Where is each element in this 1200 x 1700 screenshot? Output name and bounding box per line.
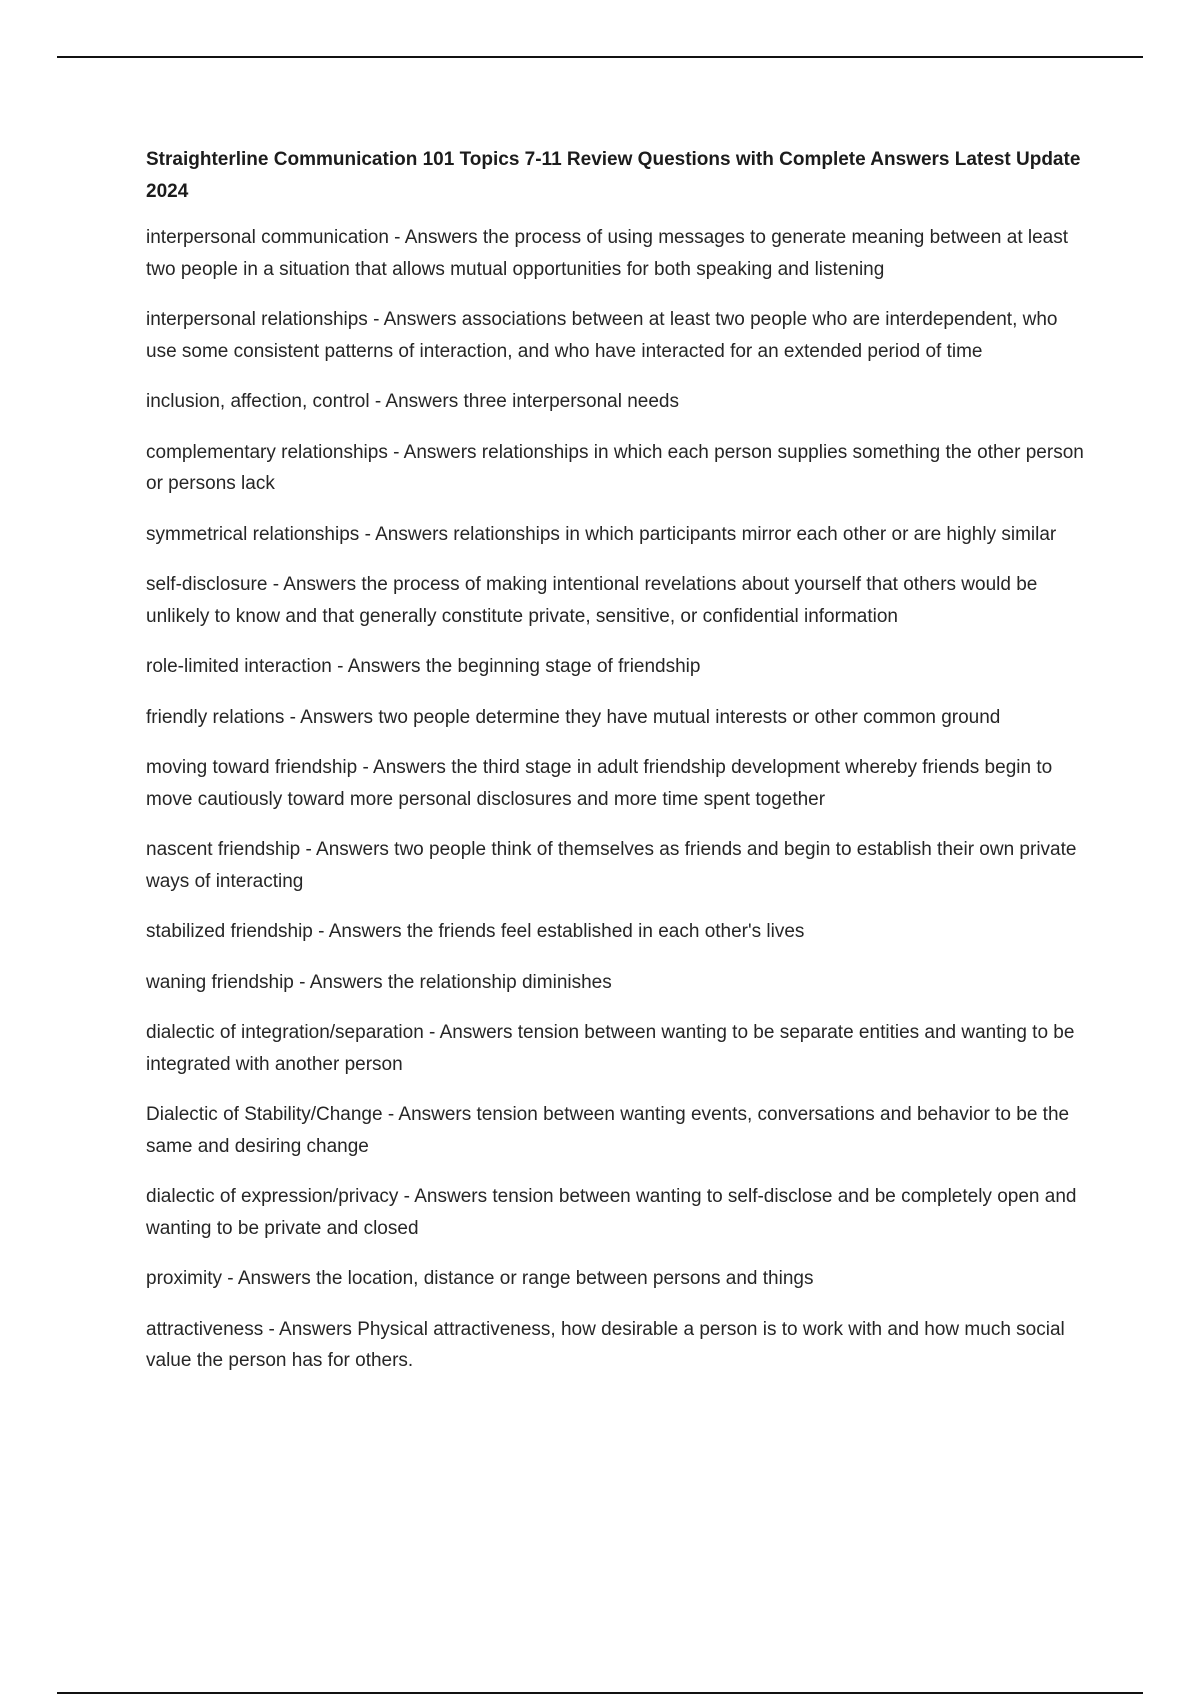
document-title: Straighterline Communication 101 Topics 7-11 Review Questions with Complete Answers Latest Update 2024 bbox=[146, 149, 1081, 202]
entry-waning-friendship: waning friendship - Answers the relationship diminishes bbox=[146, 971, 612, 993]
entry-dialectic-stability-change: Dialectic of Stability/Change - Answers tension between wanting events, conversations and behavior to be the same and desiring change bbox=[146, 1104, 1070, 1157]
top-rule bbox=[57, 56, 1143, 58]
entry-inclusion-affection-control: inclusion, affection, control - Answers three interpersonal needs bbox=[146, 391, 680, 412]
bottom-rule bbox=[57, 1692, 1143, 1694]
entry-stabilized-friendship: stabilized friendship - Answers the friends feel established in each other's lives bbox=[146, 921, 805, 942]
entry-nascent-friendship: nascent friendship - Answers two people think of themselves as friends and begin to establish their own private ways of interacting bbox=[146, 839, 1077, 892]
entry-complementary-relationships: complementary relationships - Answers relationships in which each person supplies something the other person or persons lack bbox=[146, 441, 1084, 494]
entry-dialectic-integration-separation: dialectic of integration/separation - Answers tension between wanting to be separate entities and wanting to be integrated with another person bbox=[146, 1022, 1075, 1075]
entry-interpersonal-relationships: interpersonal relationships - Answers associations between at least two people who are interdependent, who use some consistent patterns of interaction, and who have interacted for an extended period of time bbox=[146, 309, 1058, 362]
document-body bbox=[146, 144, 1092, 1396]
entry-friendly-relations: friendly relations - Answers two people determine they have mutual interests or other common ground bbox=[146, 706, 1001, 728]
entry-proximity: proximity - Answers the location, distance or range between persons and things bbox=[146, 1268, 814, 1289]
entry-self-disclosure: self-disclosure - Answers the process of making intentional revelations about yourself that others would be unlikely to know and that generally constitute private, sensitive, or confidential information bbox=[146, 574, 1038, 627]
entry-attractiveness: attractiveness - Answers Physical attractiveness, how desirable a person is to work with and how much social value the person has for others. bbox=[146, 1318, 1065, 1371]
entry-interpersonal-communication: interpersonal communication - Answers the process of using messages to generate meaning between at least two people in a situation that allows mutual opportunities for both speaking and listening bbox=[146, 227, 1069, 280]
entry-moving-toward-friendship: moving toward friendship - Answers the third stage in adult friendship development whereby friends begin to move cautiously toward more personal disclosures and more time spent together bbox=[146, 757, 1053, 810]
entry-role-limited-interaction: role-limited interaction - Answers the beginning stage of friendship bbox=[146, 656, 701, 677]
entry-symmetrical-relationships: symmetrical relationships - Answers relationships in which participants mirror each other or are highly similar bbox=[146, 523, 1057, 545]
entry-dialectic-expression-privacy: dialectic of expression/privacy - Answers tension between wanting to self-disclose and be completely open and wanting to be private and closed bbox=[146, 1186, 1077, 1239]
